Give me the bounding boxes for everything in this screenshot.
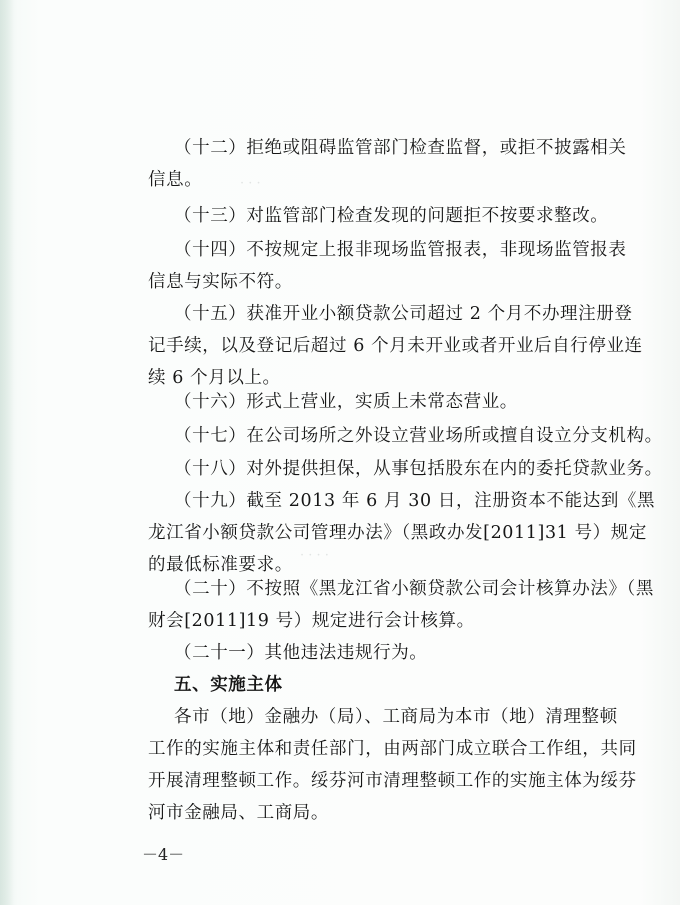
item-line: （十七）在公司场所之外设立营业场所或擅自设立分支机构。	[174, 426, 663, 446]
page-number: －4－	[142, 845, 185, 864]
section-heading-text: 五、实施主体	[174, 675, 283, 695]
item-line: （十六）形式上营业，实质上未常态营业。	[174, 392, 518, 412]
item-line: （十二）拒绝或阻碍监管部门检查监督，或拒不披露相关	[174, 138, 627, 158]
item-line: （二十）不按照《黑龙江省小额贷款公司会计核算办法》（黑	[174, 579, 654, 599]
bleed-through: · · ·	[240, 176, 261, 191]
item-line: （十四）不按规定上报非现场监管报表，非现场监管报表	[174, 240, 627, 260]
item-line: 财会[2011]19 号）规定进行会计核算。	[148, 611, 475, 631]
scan-edge-shadow	[0, 0, 14, 905]
bleed-through: · · · ·	[300, 548, 329, 563]
item-line: （十八）对外提供担保，从事包括股东在内的委托贷款业务。	[174, 459, 663, 479]
item-line: 龙江省小额贷款公司管理办法》（黑政办发[2011]31 号）规定	[148, 523, 647, 543]
item-line: （十五）获准开业小额贷款公司超过 2 个月不办理注册登	[174, 304, 633, 324]
body-line: 河市金融局、工商局。	[148, 803, 329, 823]
item-line: 的最低标准要求。	[148, 555, 293, 575]
item-line: 信息与实际不符。	[148, 272, 293, 292]
item-line: 记手续，以及登记后超过 6 个月未开业或者开业后自行停业连	[148, 336, 643, 356]
item-line: （十三）对监管部门检查发现的问题拒不按要求整改。	[174, 206, 609, 226]
item-line: 续 6 个月以上。	[148, 368, 281, 388]
body-line: 开展清理整顿工作。绥芬河市清理整顿工作的实施主体为绥芬	[148, 771, 637, 791]
item-line: 信息。	[148, 170, 203, 190]
body-line: 各市（地）金融办（局）、工商局为本市（地）清理整顿	[174, 707, 618, 727]
item-line: （二十一）其他违法违规行为。	[174, 643, 428, 663]
item-line: （十九）截至 2013 年 6 月 30 日，注册资本不能达到《黑	[174, 491, 656, 511]
body-line: 工作的实施主体和责任部门，由两部门成立联合工作组，共同	[148, 739, 637, 759]
